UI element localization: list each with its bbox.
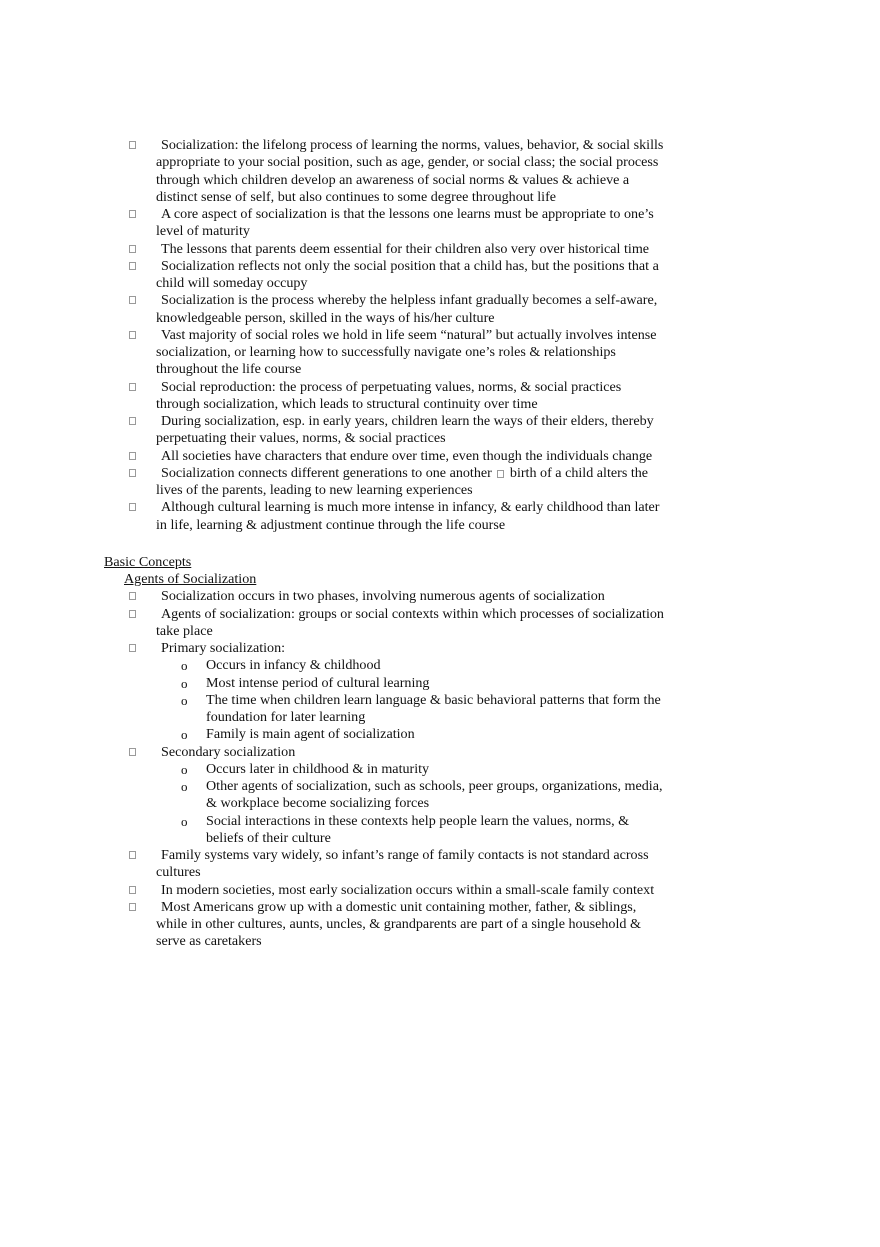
list-item: Although cultural learning is much more intense in infancy, & early childhood than later in life, learning & adjustment continue through the life course [156,499,664,534]
subsection-heading: Agents of Socialization [124,571,257,587]
list-item: Socialization occurs in two phases, involving numerous agents of socialization [156,588,664,605]
sub-list-item: o Occurs later in childhood & in maturity [181,760,430,777]
list-item: Primary socialization: [156,640,664,657]
square-bullet-icon [129,903,136,911]
square-bullet-icon [129,886,136,894]
square-bullet-icon [129,503,136,511]
intro-list [104,137,664,534]
sub-list-item: o Family is main agent of socialization [181,726,415,743]
square-bullet-icon [129,748,136,756]
square-bullet-icon [129,383,136,391]
square-bullet-icon [129,469,136,477]
primary-sublist [104,657,664,743]
square-bullet-icon [129,610,136,618]
secondary-list [104,744,664,761]
list-item: Secondary socialization [156,744,664,761]
list-item: Socialization connects different generations to one another birth of a child alters the lives of the parents, leading to new learning experiences [156,465,664,500]
document-body [104,137,664,951]
list-item: Vast majority of social roles we hold in life seem “natural” but actually involves intense socialization, or learning how to successfully navigate one’s roles & relationships throughout the life course [156,327,664,379]
sub-list-item: o Social interactions in these contexts help people learn the values, norms, & beliefs of their culture [181,812,630,846]
list-item: Socialization is the process whereby the helpless infant gradually becomes a self-aware, knowledgeable person, skilled in the ways of his/her culture [156,292,664,327]
square-bullet-icon [129,417,136,425]
list-item: During socialization, esp. in early years, children learn the ways of their elders, thereby perpetuating their values, norms, & social practices [156,413,664,448]
list-item: Socialization: the lifelong process of learning the norms, values, behavior, & social skills appropriate to your social position, such as age, gender, or social class; the social process through which children develop an awareness of social norms & values & achieve a distinct sense of self, but also continues to some degree throughout life [156,137,664,206]
square-bullet-icon [129,262,136,270]
square-bullet-icon [129,851,136,859]
sub-list-item: o Most intense period of cultural learning [181,674,430,691]
list-item: A core aspect of socialization is that the lessons one learns must be appropriate to one’s level of maturity [156,206,664,241]
sub-list-item: o The time when children learn language & basic behavioral patterns that form the foundation for later learning [181,691,661,725]
sub-list-item: o Other agents of socialization, such as schools, peer groups, organizations, media, & workplace become socializing forces [181,778,663,812]
square-bullet-icon [129,245,136,253]
square-bullet-icon [129,644,136,652]
square-bullet-icon [129,296,136,304]
list-item: The lessons that parents deem essential for their children also very over historical time [156,241,664,258]
list-item: Most Americans grow up with a domestic unit containing mother, father, & siblings, while in other cultures, aunts, uncles, & grandparents are part of a single household & serve as caretakers [156,899,664,951]
list-item: Family systems vary widely, so infant’s range of family contacts is not standard across cultures [156,847,664,882]
square-bullet-icon [129,592,136,600]
list-item: Social reproduction: the process of perpetuating values, norms, & social practices through socialization, which leads to structural continuity over time [156,379,664,414]
sub-list-item: o Occurs in infancy & childhood [181,657,381,674]
list-item: In modern societies, most early socialization occurs within a small-scale family context [156,882,664,899]
agents-list [104,588,664,657]
secondary-sublist [104,761,664,847]
square-bullet-icon [129,452,136,460]
section-heading: Basic Concepts [104,553,192,570]
square-bullet-icon [129,141,136,149]
closing-list [104,847,664,951]
list-item: Agents of socialization: groups or social contexts within which processes of socialization take place [156,606,664,641]
arrow-placeholder-icon [497,470,504,478]
square-bullet-icon [129,210,136,218]
square-bullet-icon [129,331,136,339]
list-item: Socialization reflects not only the social position that a child has, but the positions that a child will someday occupy [156,258,664,293]
list-item: All societies have characters that endure over time, even though the individuals change [156,448,664,465]
